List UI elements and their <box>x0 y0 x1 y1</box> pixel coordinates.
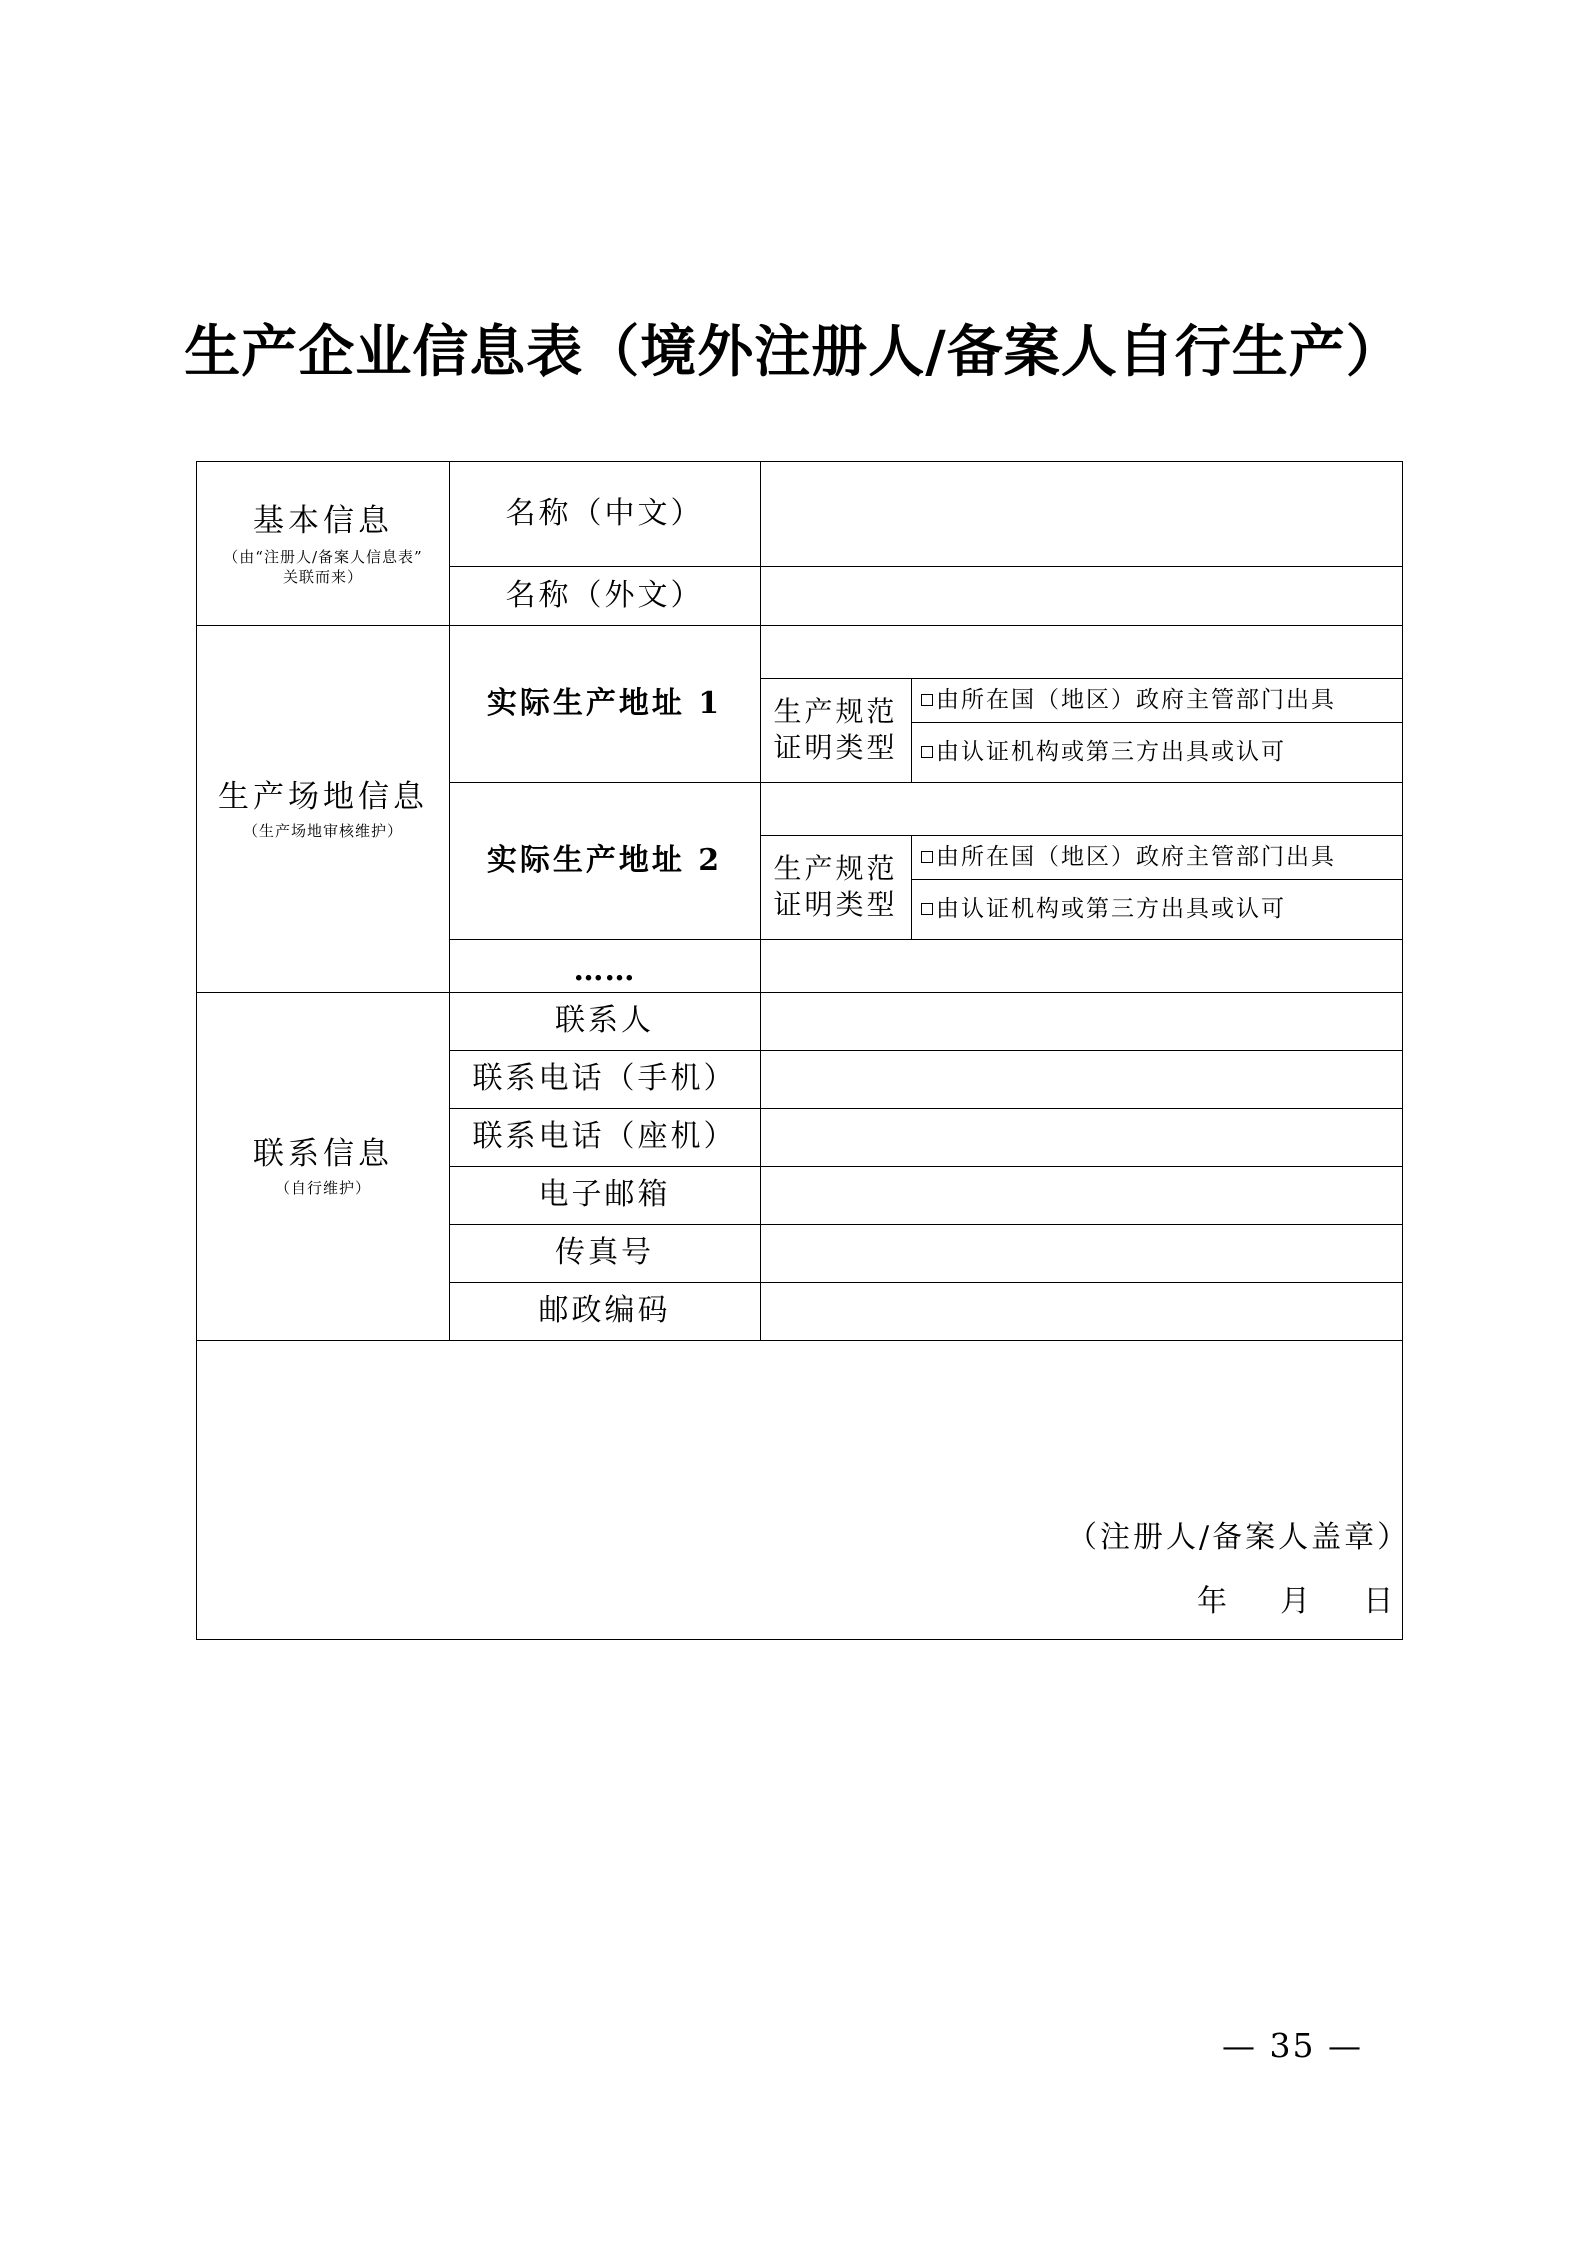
name-foreign-label: 名称（外文） <box>505 577 704 613</box>
contact-info-section <box>196 992 450 1341</box>
site-info-section <box>196 625 450 993</box>
email-label-cell <box>449 1166 761 1225</box>
mobile-label-cell <box>449 1050 761 1109</box>
checkbox-icon[interactable] <box>921 694 933 706</box>
option-gov-text: 由所在国（地区）政府主管部门出具 <box>936 844 1336 870</box>
cert-2-option-cert[interactable] <box>911 879 1403 940</box>
site-info-label: 生产场地信息 <box>218 778 428 815</box>
cert-type-2-label-cell <box>760 835 912 940</box>
name-foreign-field[interactable] <box>760 566 1403 626</box>
more-addresses-cell <box>449 939 761 993</box>
page-number: — 35 — <box>1222 2026 1363 2065</box>
address1-label: 实际生产地址 1 <box>486 685 723 721</box>
address1-label-cell <box>449 625 761 783</box>
cert-type-1-line2: 证明类型 <box>773 731 898 764</box>
date-label: 年 月 日 <box>1197 1584 1397 1619</box>
contact-person-field[interactable] <box>760 992 1403 1051</box>
stamp-label: （注册人/备案人盖章） <box>1067 1520 1411 1555</box>
stamp-area[interactable] <box>196 1340 1411 1640</box>
contact-info-label: 联系信息 <box>253 1136 393 1172</box>
address2-field[interactable] <box>760 782 1403 836</box>
fax-label-cell <box>449 1224 761 1283</box>
name-foreign-label-cell <box>449 566 761 626</box>
cert-type-2-line2: 证明类型 <box>773 888 898 921</box>
cert-1-option-gov[interactable] <box>911 678 1403 723</box>
fax-field[interactable] <box>760 1224 1403 1283</box>
option-gov-text: 由所在国（地区）政府主管部门出具 <box>936 687 1336 713</box>
postcode-label: 邮政编码 <box>538 1293 671 1328</box>
contact-person-label: 联系人 <box>555 1003 654 1038</box>
address1-field[interactable] <box>760 625 1403 679</box>
site-info-note: （生产场地审核维护） <box>242 821 403 840</box>
address2-label-cell <box>449 782 761 940</box>
ellipsis: …… <box>573 952 636 988</box>
cert-type-1-line1: 生产规范 <box>773 695 898 728</box>
landline-label: 联系电话（座机） <box>472 1119 737 1154</box>
option-cert-text: 由认证机构或第三方出具或认可 <box>936 739 1286 765</box>
name-cn-label: 名称（中文） <box>505 496 704 531</box>
page-title: 生产企业信息表（境外注册人/备案人自行生产） <box>184 320 1403 385</box>
email-field[interactable] <box>760 1166 1403 1225</box>
fax-label: 传真号 <box>555 1235 654 1270</box>
basic-info-note: （由“注册人/备案人信息表” <box>223 547 423 566</box>
basic-info-label: 基本信息 <box>253 502 393 539</box>
checkbox-icon[interactable] <box>921 746 933 758</box>
contact-person-label-cell <box>449 992 761 1051</box>
name-cn-label-cell <box>449 461 761 567</box>
checkbox-icon[interactable] <box>921 851 933 863</box>
landline-field[interactable] <box>760 1108 1403 1167</box>
postcode-field[interactable] <box>760 1282 1403 1341</box>
checkbox-icon[interactable] <box>921 903 933 915</box>
more-addresses-field[interactable] <box>760 939 1403 993</box>
mobile-field[interactable] <box>760 1050 1403 1109</box>
mobile-label: 联系电话（手机） <box>472 1061 737 1096</box>
basic-info-note-2: 关联而来） <box>282 567 363 586</box>
landline-label-cell <box>449 1108 761 1167</box>
name-cn-field[interactable] <box>760 461 1403 567</box>
cert-2-option-gov[interactable] <box>911 835 1403 880</box>
cert-type-1-label-cell <box>760 678 912 783</box>
address2-label: 实际生产地址 2 <box>486 842 723 878</box>
cert-type-2-line1: 生产规范 <box>773 852 898 885</box>
email-label: 电子邮箱 <box>538 1177 671 1212</box>
contact-info-note: （自行维护） <box>274 1179 371 1197</box>
option-cert-text: 由认证机构或第三方出具或认可 <box>936 896 1286 922</box>
postcode-label-cell <box>449 1282 761 1341</box>
cert-1-option-cert[interactable] <box>911 722 1403 783</box>
basic-info-section <box>196 461 450 626</box>
